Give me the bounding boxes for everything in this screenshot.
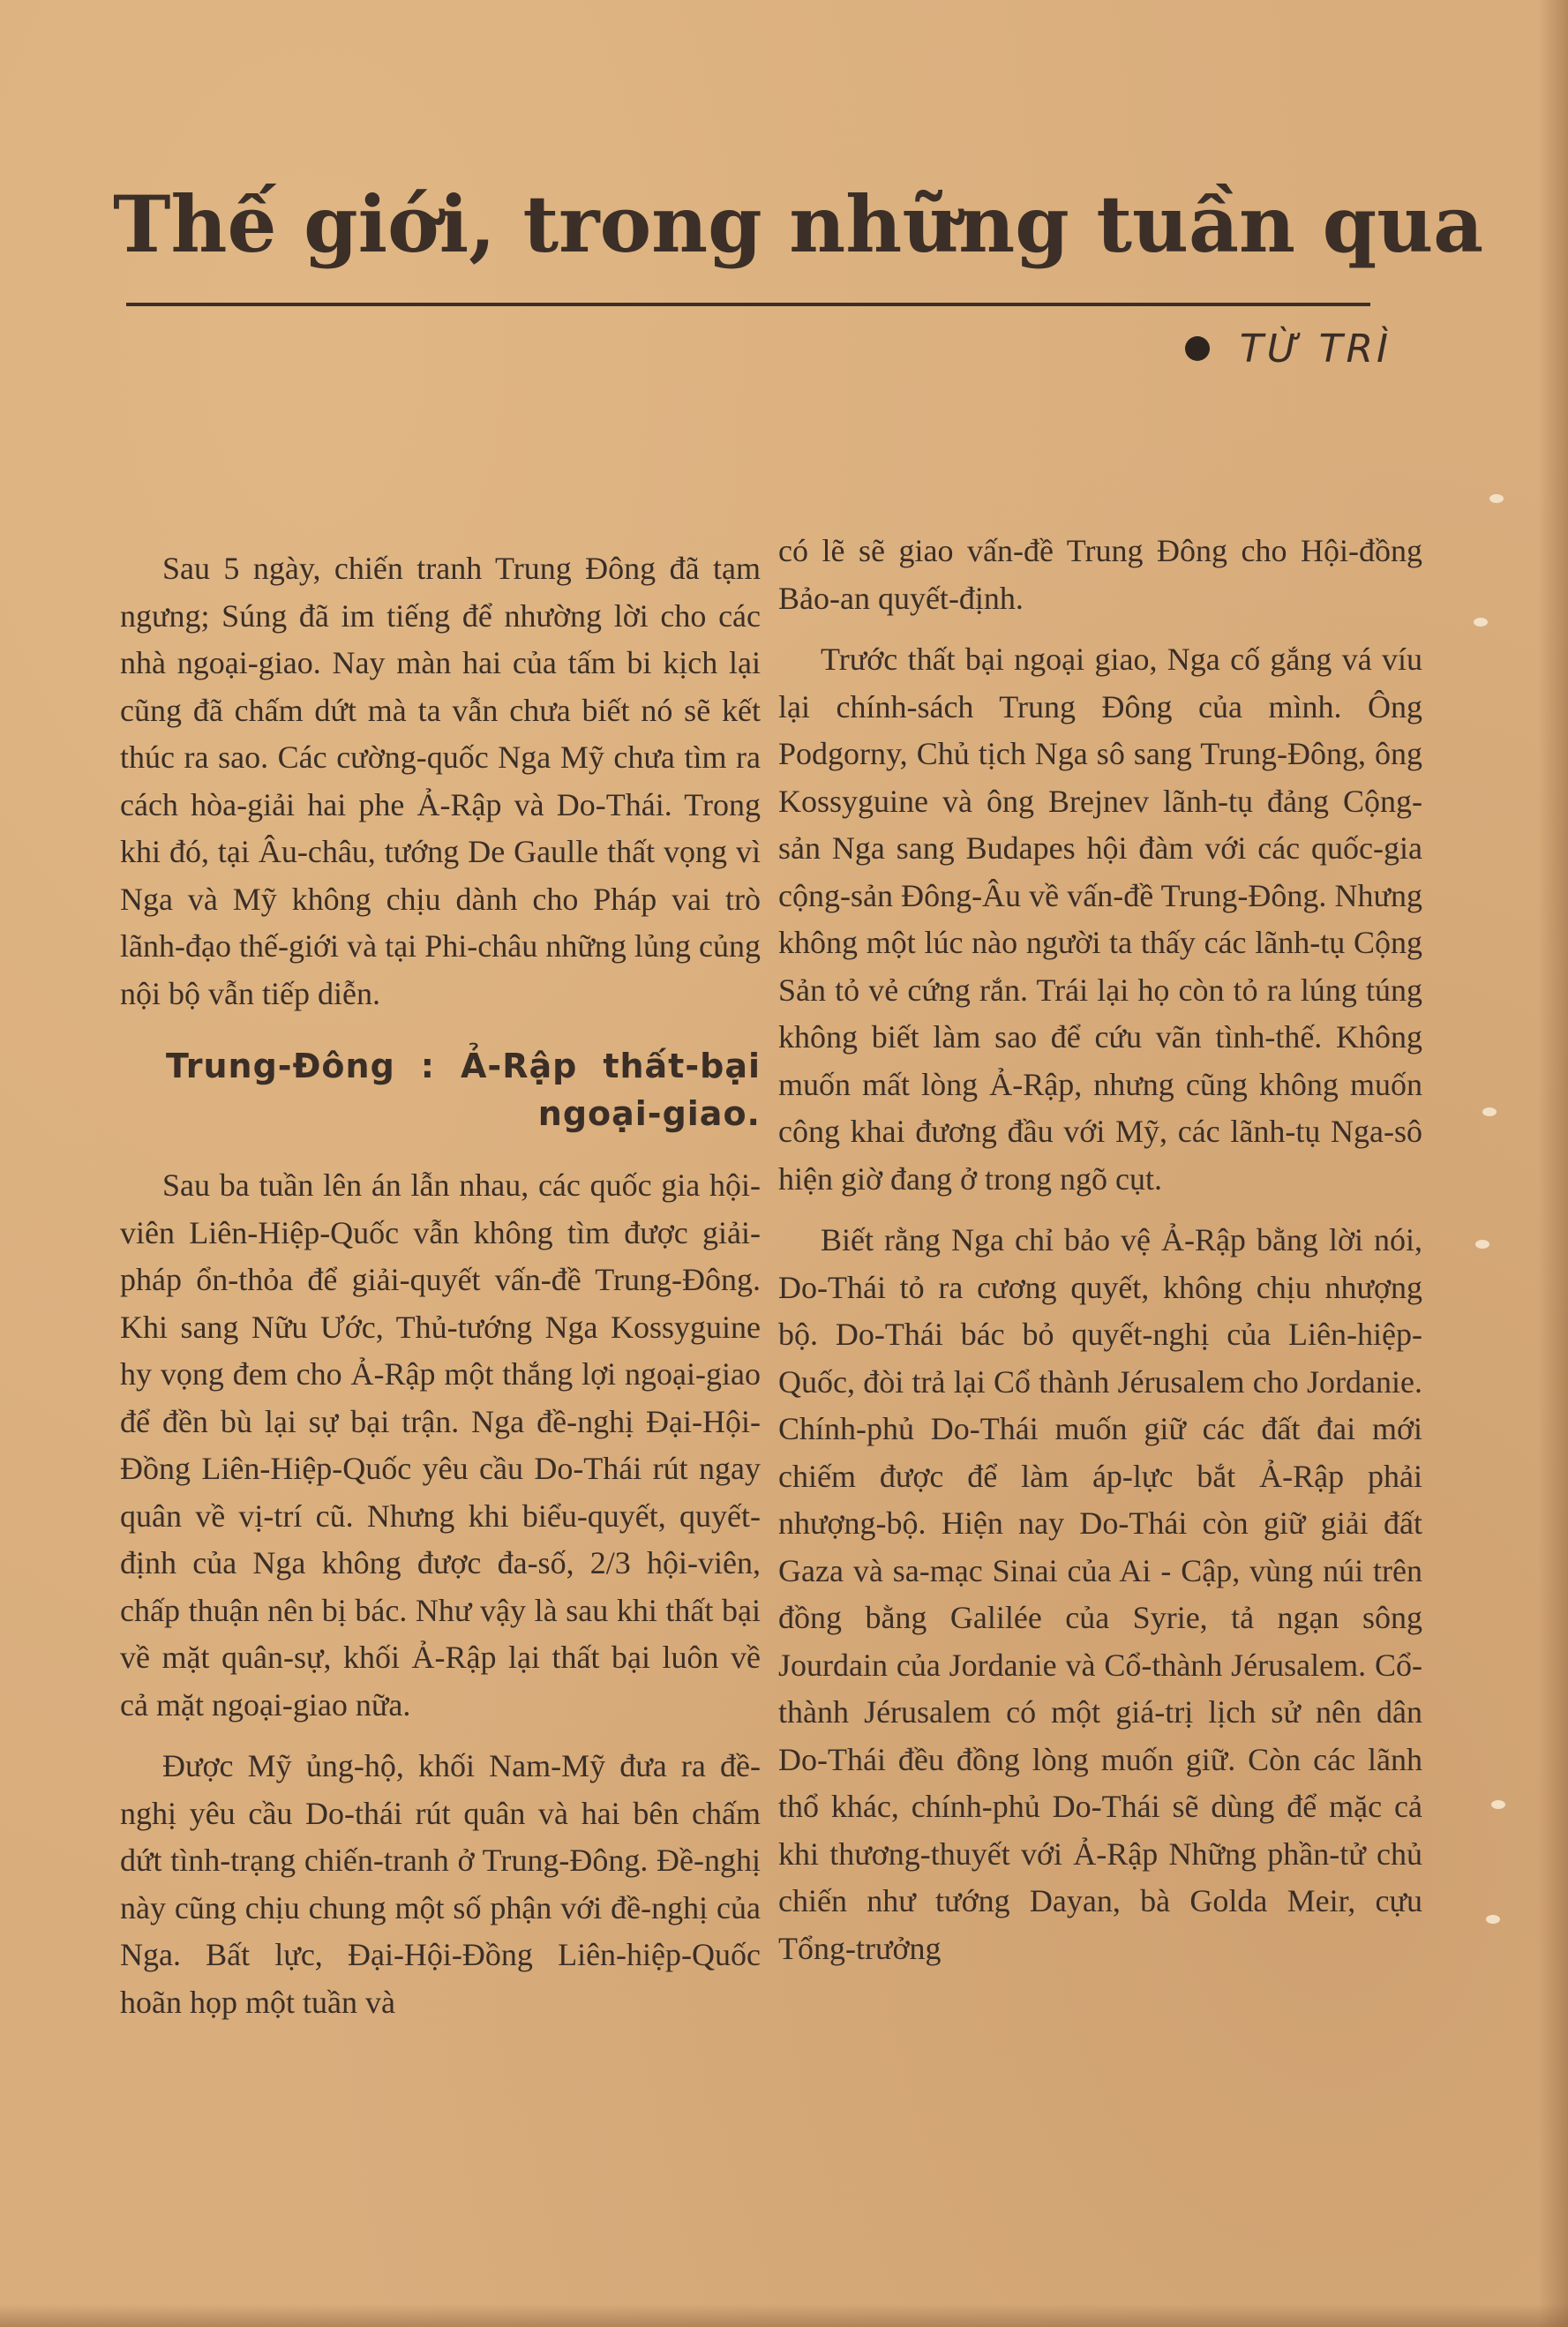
left-paragraph-2: Sau ba tuần lên án lẫn nhau, các quốc gia hội-viên Liên-Hiệp-Quốc vẫn không tìm được giải-pháp ổn-thỏa để giải-quyết vấn-đề Trung-Đông. Khi sang Nữu Ước, Thủ-tướng Nga Kossyguine hy vọng đem cho Ả-Rập một thắng lợi ngoại-giao để đền bù lại sự bại trận. Nga đề-nghị Đại-Hội-Đồng Liên-Hiệp-Quốc yêu cầu Do-Thái rút ngay quân về vị-trí cũ. Nhưng khi biểu-quyết, quyết-định của Nga không được đa-số, 2/3 hội-viên, chấp thuận nên bị bác. Như vậy là sau khi thất bại về mặt quân-sự, khối Ả-Rập lại thất bại luôn về cả mặt ngoại-giao nữa. <box>120 1167 761 1723</box>
bullet-icon <box>1185 336 1210 361</box>
author-name: TỪ TRÌ <box>1239 326 1392 372</box>
right-column <box>778 528 1422 1972</box>
left-paragraph-1: Sau 5 ngày, chiến tranh Trung Đông đã tạm ngưng; Súng đã im tiếng để nhường lời cho các nhà ngoại-giao. Nay màn hai của tấm bi kịch lại cũng đã chấm dứt mà ta vẫn chưa biết nó sẽ kết thúc ra sao. Các cường-quốc Nga Mỹ chưa tìm ra cách hòa-giải hai phe Ả-Rập và Do-Thái. Trong khi đó, tại Âu-châu, tướng De Gaulle thất vọng vì Nga và Mỹ không chịu dành cho Pháp vai trò lãnh-đạo thế-giới và tại Phi-châu những lủng củng nội bộ vẫn tiếp diễn. <box>120 551 761 1011</box>
title-underline <box>126 303 1370 306</box>
paper-edge-shadow-bottom <box>0 2304 1568 2327</box>
paper-damage-speck <box>1491 1800 1505 1809</box>
paper-damage-speck <box>1474 618 1488 627</box>
paper-damage-speck <box>1482 1107 1497 1116</box>
left-column <box>120 545 761 2026</box>
section-subheading: Trung-Đông : Ả-Rập thất-bại ngoại-giao. <box>166 1047 761 1133</box>
paper-edge-shadow-right <box>1538 0 1568 2327</box>
byline <box>1185 318 1392 379</box>
paper-damage-speck <box>1486 1915 1500 1924</box>
paper-damage-speck <box>1475 1240 1489 1249</box>
right-paragraph-2: Trước thất bại ngoại giao, Nga cố gắng vá víu lại chính-sách Trung Đông của mình. Ông Podgorny, Chủ tịch Nga sô sang Trung-Đông, ông Kossyguine và ông Brejnev lãnh-tụ đảng Cộng-sản Nga sang Budapes hội đàm với các quốc-gia cộng-sản Đông-Âu về vấn-đề Trung-Đông. Nhưng không một lúc nào người ta thấy các lãnh-tụ Cộng Sản tỏ vẻ cứng rắn. Trái lại họ còn tỏ ra lúng túng không biết làm sao để cứu vãn tình-thế. Không muốn mất lòng Ả-Rập, nhưng cũng không muốn công khai đương đầu với Mỹ, các lãnh-tụ Nga-sô hiện giờ đang ở trong ngõ cụt. <box>778 642 1422 1197</box>
right-paragraph-3: Biết rằng Nga chỉ bảo vệ Ả-Rập bằng lời nói, Do-Thái tỏ ra cương quyết, không chịu nhượng bộ. Do-Thái bác bỏ quyết-nghị của Liên-hiệp-Quốc, đòi trả lại Cổ thành Jérusalem cho Jordanie. Chính-phủ Do-Thái muốn giữ các đất đai mới chiếm được để làm áp-lực bắt Ả-Rập phải nhượng-bộ. Hiện nay Do-Thái còn giữ giải đất Gaza và sa-mạc Sinai của Ai - Cập, vùng núi trên đồng bằng Galilée của Syrie, tả ngạn sông Jourdain của Jordanie và Cổ-thành Jérusalem. Cổ-thành Jérusalem có một giá-trị lịch sử nên dân Do-Thái đều đồng lòng muốn giữ. Còn các lãnh thổ khác, chính-phủ Do-Thái sẽ dùng để mặc cả khi thương-thuyết với Ả-Rập Những phần-tử chủ chiến như tướng Dayan, bà Golda Meir, cựu Tổng-trưởng <box>778 1222 1422 1966</box>
left-paragraph-3: Được Mỹ ủng-hộ, khối Nam-Mỹ đưa ra đề-nghị yêu cầu Do-thái rút quân và hai bên chấm dứt tình-trạng chiến-tranh ở Trung-Đông. Đề-nghị này cũng chịu chung một số phận với đề-nghị của Nga. Bất lực, Đại-Hội-Đồng Liên-hiệp-Quốc hoãn họp một tuần và <box>120 1748 761 2020</box>
article-title: Thế giới, trong những tuần qua <box>113 178 1484 270</box>
right-paragraph-1: có lẽ sẽ giao vấn-đề Trung Đông cho Hội-đồng Bảo-an quyết-định. <box>778 533 1422 616</box>
paper-damage-speck <box>1489 494 1504 503</box>
